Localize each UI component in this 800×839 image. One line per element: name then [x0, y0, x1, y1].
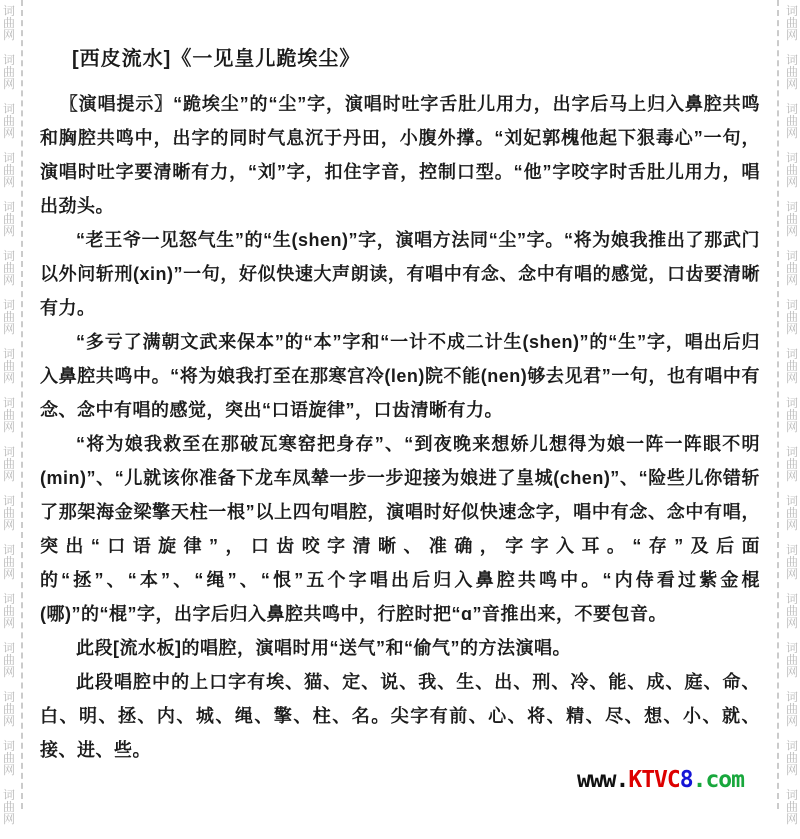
right-watermark-column: 词 曲 网 词 曲 网 词 曲 网 词 曲 网 词 曲 网 词 曲 网 词 曲 网 词 曲 网 词 曲 网 词 曲 网 词 曲 网 词 曲 网 词 曲 网 词 曲 网 词 曲 网 词 曲 网 词 曲 网	[785, 4, 798, 826]
site-watermark	[577, 769, 744, 792]
right-dotted-border	[777, 0, 779, 809]
paragraph: 此段唱腔中的上口字有埃、猫、定、说、我、生、出、刑、冷、能、成、庭、命、白、明、拯、内、城、绳、擎、柱、名。尖字有前、心、将、精、尽、想、小、就、接、进、些。	[40, 672, 760, 760]
document-content	[40, 42, 760, 767]
left-watermark-column: 词 曲 网 词 曲 网 词 曲 网 词 曲 网 词 曲 网 词 曲 网 词 曲 网 词 曲 网 词 曲 网 词 曲 网 词 曲 网 词 曲 网 词 曲 网 词 曲 网 词 曲 网 词 曲 网 词 曲 网	[3, 4, 16, 826]
watermark-digit-text: 8	[679, 767, 693, 793]
paragraph: 此段[流水板]的唱腔，演唱时用“送气”和“偷气”的方法演唱。	[76, 638, 571, 658]
paragraph: “老王爷一见怒气生”的“生(shen)”字，演唱方法同“尘”字。“将为娘我推出了那武门以外问斩刑(xin)”一句，好似快速大声朗读，有唱中有念、念中有唱的感觉，口齿要清晰有力。	[40, 230, 760, 318]
left-dotted-border	[21, 0, 23, 809]
paragraph-performance-tips	[40, 87, 760, 223]
watermark-brand-text: KTVC	[628, 767, 680, 793]
performance-tip-label: 〖演唱提示〗	[59, 94, 174, 114]
paragraph: “将为娘我救至在那破瓦寒窑把身存”、“到夜晚来想娇儿想得为娘一阵一阵眼不明(min)”、“儿就该你准备下龙车凤辇一步一步迎接为娘进了皇城(chen)”、“险些儿你错斩了那架海金梁擎天柱一根”以上四句唱腔，演唱时好似快速念字，唱中有念、念中有唱，突出“口语旋律”，口齿咬字清晰、准确，字字入耳。“存”及后面的“拯”、“本”、“绳”、“恨”五个字唱出后归入鼻腔共鸣中。“内侍看过紫金棍(哪)”的“棍”字，出字后归入鼻腔共鸣中，行腔时把“ɑ”音推出来，不要包音。	[40, 434, 760, 624]
watermark-www-text: www.	[576, 767, 629, 793]
paragraph: “多亏了满朝文武来保本”的“本”字和“一计不成二计生(shen)”的“生”字，唱出后归入鼻腔共鸣中。“将为娘我打至在那寒宫冷(len)院不能(nen)够去见君”一句，也有唱中有念、念中有唱的感觉，突出“口语旋律”，口齿清晰有力。	[40, 332, 760, 420]
watermark-suffix-text: .com	[692, 767, 744, 793]
page-title: [西皮流水]《一见皇儿跪埃尘》	[72, 48, 361, 70]
paragraph-text: “跪埃尘”的“尘”字，演唱时吐字舌肚儿用力，出字后马上归入鼻腔共鸣和胸腔共鸣中，出字的同时气息沉于丹田，小腹外撑。“刘妃郭槐他起下狠毒心”一句，演唱时吐字要清晰有力，“刘”字，扣住字音，控制口型。“他”字咬字时舌肚儿用力，唱出劲头。	[40, 94, 761, 216]
